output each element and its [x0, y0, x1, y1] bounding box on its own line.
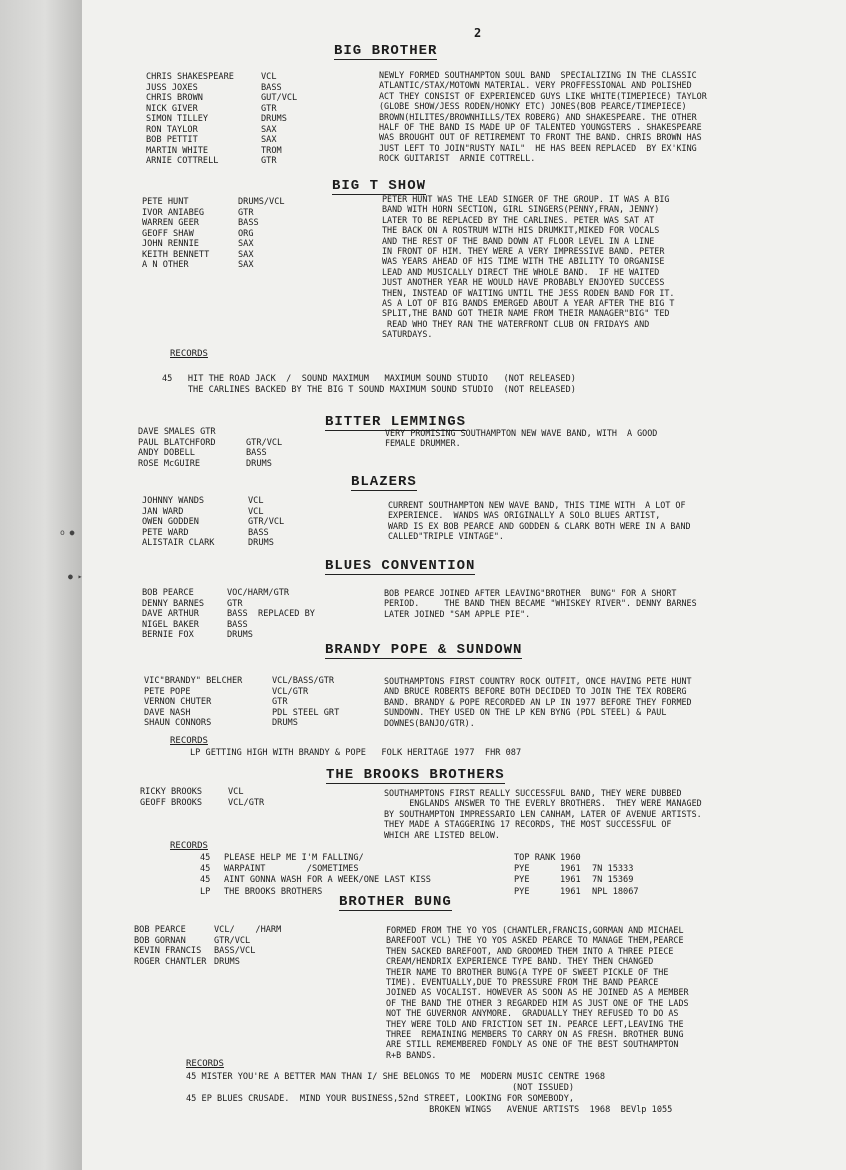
member-role: VCL: [248, 506, 264, 517]
record-cat: NPL 18067: [592, 886, 639, 897]
member-role: DRUMS: [246, 458, 272, 469]
member-role: BASS: [227, 619, 248, 630]
member-role: GTR: [261, 103, 277, 114]
record-row: [200, 864, 662, 875]
record-row: [200, 853, 662, 864]
member-name: NIGEL BAKER: [142, 619, 199, 630]
member-role: GTR: [272, 697, 288, 707]
section-title-big-t-show: BIG T SHOW: [332, 178, 427, 194]
records-brother-bung: 45 MISTER YOU'RE A BETTER MAN THAN I/ SHE BELONGS TO ME MODERN MUSIC CENTRE 1968 (NOT ISSUED) 45 EP BLUES CRUSADE. MIND YOUR BUSINESS,52nd STREET, LOOKING FOR SOMEBODY, BROKEN WINGS AVENUE ARTISTS 1968 BEVlp 1055: [186, 1072, 673, 1115]
member-name: KEVIN FRANCIS: [134, 946, 202, 956]
record-label: TOP RANK: [514, 853, 556, 863]
member-role: DRUMS: [227, 630, 253, 640]
member-name: ARNIE COTTRELL: [146, 156, 219, 166]
record-title: WARPAINT /SOMETIMES: [224, 864, 359, 875]
member-name: JOHNNY WANDS: [142, 496, 205, 506]
member-name: MARTIN WHITE: [146, 145, 209, 156]
member-row: [142, 517, 284, 528]
member-row: [138, 427, 282, 438]
member-row: [146, 72, 297, 83]
member-name: ROSE McGUIRE: [138, 458, 201, 469]
records-label-brooks-brothers: RECORDS: [170, 841, 208, 851]
description-brother-bung: FORMED FROM THE YO YOS (CHANTLER,FRANCIS,GORMAN AND MICHAEL BAREFOOT VCL) THE YO YOS ASKED PEARCE TO MANAGE THEM,PEARCE THEN SACKED BAREFOOT, AND GROOMED THEM INTO A THREE PIECE CREAM/HENDRIX EXPERIENCE TYPE BAND. THEY THEN CHANGED THEIR NAME TO BROTHER BUNG(A TYPE OF SWEET PICKLE OF THE TIME). EVENTUALLY,DUE TO PRESSURE FROM THE BAND PEARCE JOINED AS VOCALIST. HOWEVER AS SOON AS HE JOINED AS A MEMBER OF THE BAND THE OTHER 3 REGARDED HIM AS JUST ONE OF THE LADS NOT THE GUVERNOR ANYMORE. GRADUALLY THEY REFUSED TO DO AS THEY WERE TOLD AND FRICTION SET IN. PEARCE LEFT,LEAVING THE THREE REMAINING MEMBERS TO CARRY ON AS FRESH. BROTHER BUNG ARE STILL REMEMBERED FONDLY AS ONE OF THE BEST SOUTHAMPTON R+B BANDS.: [386, 925, 689, 1060]
record-year: 1961: [560, 886, 581, 897]
description-blues-convention: BOB PEARCE JOINED AFTER LEAVING"BROTHER BUNG" FOR A SHORT PERIOD. THE BAND THEN BECAME "WHISKEY RIVER". DENNY BARNES LATER JOINED "SAM APPLE PIE".: [384, 588, 697, 619]
record-year: 1961: [560, 875, 581, 886]
records-label-brandy-pope: RECORDS: [170, 736, 208, 746]
member-role: DRUMS: [214, 956, 240, 967]
record-title: THE BROOKS BROTHERS: [224, 886, 323, 897]
member-name: SIMON TILLEY: [146, 114, 209, 124]
member-role: SAX: [261, 135, 277, 145]
member-row: [142, 609, 315, 620]
member-row: [142, 630, 315, 641]
records-brandy-pope: LP GETTING HIGH WITH BRANDY & POPE FOLK HERITAGE 1977 FHR 087: [190, 748, 522, 758]
member-row: [142, 218, 285, 229]
member-role: PDL STEEL GRT: [272, 707, 340, 718]
member-name: CHRIS BROWN: [146, 93, 203, 103]
member-name: DAVE ARTHUR: [142, 609, 199, 619]
member-row: [138, 459, 282, 470]
roster-brooks-brothers: [140, 787, 264, 808]
member-row: [142, 239, 285, 250]
member-name: OWEN GODDEN: [142, 517, 199, 527]
member-name: ALISTAIR CLARK: [142, 538, 215, 548]
member-row: [142, 528, 284, 539]
member-role: SAX: [238, 239, 254, 249]
records-table-brooks-brothers: [200, 853, 662, 898]
member-name: VERNON CHUTER: [144, 697, 212, 707]
member-row: [140, 787, 264, 798]
member-name: VIC"BRANDY" BELCHER: [144, 676, 243, 686]
member-role: BASS: [261, 82, 282, 93]
record-format: 45: [200, 875, 211, 886]
records-label-big-t-show: RECORDS: [170, 349, 208, 359]
member-row: [142, 260, 285, 271]
member-role: VOC/HARM/GTR: [227, 588, 290, 598]
member-row: [142, 208, 285, 219]
member-row: [142, 599, 315, 610]
member-row: [146, 114, 297, 125]
member-name: BOB PEARCE: [142, 588, 194, 598]
member-row: [146, 156, 297, 167]
description-big-t-show: PETER HUNT WAS THE LEAD SINGER OF THE GROUP. IT WAS A BIG BAND WITH HORN SECTION, GIRL SINGERS(PENNY,FRAN, JENNY) LATER TO BE REPLACED BY THE CARLINES. PETER WAS SAT AT THE BACK ON A ROSTRUM WITH HIS DRUMKIT,MIKED FOR VOCALS AND THE REST OF THE BAND DOWN AT FLOOR LEVEL IN A LINE IN FRONT OF HIM. THEY WERE A VERY IMPRESSIVE BAND. PETER WAS YEARS AHEAD OF HIS TIME WITH THE ABILITY TO ORGANISE LEAD AND MUSICALLY DIRECT THE WHOLE BAND. IF HE WAITED JUST ANOTHER YEAR HE WOULD HAVE PROBABLY ENJOYED SUCCESS THEN, INSTEAD OF WAITING UNTIL THE JESS RODEN BAND FOR IT. AS A LOT OF BIG BANDS EMERGED ABOUT A YEAR AFTER THE BIG T SPLIT,THE BAND GOT THEIR NAME FROM THEIR MANAGER"BIG" TED READ WHO THEY RAN THE WATERFRONT CLUB ON FRIDAYS AND SATURDAYS.: [382, 194, 675, 340]
member-role: GTR: [261, 156, 277, 166]
description-brandy-pope: SOUTHAMPTONS FIRST COUNTRY ROCK OUTFIT, ONCE HAVING PETE HUNT AND BRUCE ROBERTS BEFORE BOTH DECIDED TO JOIN THE TEX ROBERG BAND. BRANDY & POPE RECORDED AN LP IN 1977 BEFORE THEY FORMED SUNDOWN. THEY USED ON THE LP KEN BYNG (PDL STEEL) & PAUL DOWNES(BANJO/GTR).: [384, 676, 692, 728]
member-row: [138, 438, 282, 449]
roster-blazers: [142, 496, 284, 549]
member-role: BASS: [238, 218, 259, 228]
member-row: [144, 676, 339, 687]
member-role: DRUMS: [261, 114, 287, 124]
member-name: BERNIE FOX: [142, 630, 194, 640]
member-name: IVOR ANIABEG: [142, 207, 205, 218]
record-year: 1960: [560, 853, 581, 863]
punch-mark: ● ▸: [68, 572, 83, 581]
member-role: DRUMS: [272, 718, 298, 728]
record-cat: 7N 15333: [592, 864, 634, 875]
record-title: AINT GONNA WASH FOR A WEEK/ONE LAST KISS: [224, 875, 431, 886]
record-format: LP: [200, 886, 211, 897]
member-name: CHRIS SHAKESPEARE: [146, 72, 234, 82]
section-title-brandy-pope: BRANDY POPE & SUNDOWN: [325, 642, 523, 658]
member-name: RON TAYLOR: [146, 124, 198, 135]
records-label-brother-bung: RECORDS: [186, 1059, 224, 1069]
member-row: [146, 125, 297, 136]
member-role: VCL/ /HARM: [214, 925, 282, 935]
member-name: WARREN GEER: [142, 218, 199, 228]
member-name: BOB PETTIT: [146, 135, 198, 145]
member-name: PETE POPE: [144, 686, 191, 697]
member-row: [142, 197, 285, 208]
member-name: PAUL BLATCHFORD: [138, 437, 216, 448]
member-role: SAX: [261, 124, 277, 135]
roster-brandy-pope: [144, 676, 339, 729]
member-name: SHAUN CONNORS: [144, 718, 212, 728]
member-role: GTR/VCL: [214, 935, 251, 946]
roster-big-brother: [146, 72, 297, 167]
member-row: [142, 250, 285, 261]
section-title-bitter-lemmings: BITTER LEMMINGS: [325, 414, 467, 430]
member-role: VCL: [261, 72, 277, 82]
member-row: [142, 507, 284, 518]
member-role: GUT/VCL: [261, 93, 298, 103]
member-row: [142, 229, 285, 240]
member-row: [142, 496, 284, 507]
member-role: VCL/GTR: [272, 686, 309, 697]
record-label: PYE: [514, 864, 530, 875]
member-role: SAX: [238, 260, 254, 270]
member-name: JUSS JOXES: [146, 82, 198, 93]
member-row: [134, 925, 281, 936]
member-name: BOB PEARCE: [134, 925, 186, 935]
member-row: [140, 798, 264, 809]
member-name: NICK GIVER: [146, 103, 198, 114]
member-row: [144, 697, 339, 708]
member-name: ROGER CHANTLER: [134, 956, 207, 967]
member-role: GTR/VCL: [248, 517, 285, 527]
roster-big-t-show: [142, 197, 285, 271]
member-name: PETE HUNT: [142, 197, 189, 207]
member-name: DAVE SMALES GTR: [138, 427, 216, 437]
member-name: BOB GORNAN: [134, 935, 186, 946]
member-row: [146, 135, 297, 146]
member-role: GTR: [238, 207, 254, 218]
member-row: [146, 104, 297, 115]
member-name: DENNY BARNES: [142, 598, 205, 609]
member-role: ORG: [238, 228, 254, 239]
roster-bitter-lemmings: [138, 427, 282, 469]
description-bitter-lemmings: VERY PROMISING SOUTHAMPTON NEW WAVE BAND, WITH A GOOD FEMALE DRUMMER.: [385, 428, 658, 449]
member-name: JOHN RENNIE: [142, 239, 199, 249]
roster-blues-convention: [142, 588, 315, 641]
member-role: GTR: [227, 598, 243, 609]
member-row: [146, 83, 297, 94]
member-row: [134, 946, 281, 957]
member-name: ANDY DOBELL: [138, 448, 195, 458]
member-row: [144, 687, 339, 698]
section-title-blazers: BLAZERS: [351, 474, 417, 490]
member-name: PETE WARD: [142, 527, 189, 538]
member-row: [146, 93, 297, 104]
description-brooks-brothers: SOUTHAMPTONS FIRST REALLY SUCCESSFUL BAND, THEY WERE DUBBED ENGLANDS ANSWER TO THE EVERLY BROTHERS. THEY WERE MANAGED BY SOUTHAMPTON IMPRESSARIO LEN CANHAM, LATER OF AVENUE ARTISTS. THEY MADE A STAGGERING 17 RECORDS, THE MOST SUCCESSFUL OF WHICH ARE LISTED BELOW.: [384, 788, 702, 840]
member-role: VCL/BASS/GTR: [272, 676, 335, 686]
records-big-t-show: 45 HIT THE ROAD JACK / SOUND MAXIMUM MAXIMUM SOUND STUDIO (NOT RELEASED) THE CARLINES BACKED BY THE BIG T SOUND MAXIMUM SOUND STUDIO (NOT RELEASED): [162, 374, 576, 395]
section-title-blues-convention: BLUES CONVENTION: [325, 558, 476, 574]
member-name: JAN WARD: [142, 506, 184, 517]
member-role: TROM: [261, 145, 282, 156]
member-row: [142, 588, 315, 599]
record-cat: 7N 15369: [592, 875, 634, 886]
member-role: BASS: [248, 527, 269, 538]
member-row: [146, 146, 297, 157]
section-title-big-brother: BIG BROTHER: [334, 43, 438, 59]
record-format: 45: [200, 864, 211, 875]
description-blazers: CURRENT SOUTHAMPTON NEW WAVE BAND, THIS TIME WITH A LOT OF EXPERIENCE. WANDS WAS ORIGINALLY A SOLO BLUES ARTIST, WARD IS EX BOB PEARCE AND GODDEN & CLARK BOTH WERE IN A BAND CALLED"TRIPLE VINTAGE".: [388, 500, 691, 542]
member-role: SAX: [238, 249, 254, 260]
member-row: [144, 708, 339, 719]
member-name: GEOFF SHAW: [142, 228, 194, 239]
member-name: A N OTHER: [142, 260, 189, 270]
member-name: DAVE NASH: [144, 707, 191, 718]
member-role: VCL/GTR: [228, 797, 265, 808]
record-label: PYE: [514, 875, 530, 886]
member-row: [134, 957, 281, 968]
member-name: RICKY BROOKS: [140, 787, 203, 797]
member-name: KEITH BENNETT: [142, 249, 210, 260]
record-format: 45: [200, 853, 211, 863]
member-row: [142, 620, 315, 631]
member-role: VCL: [228, 787, 244, 797]
member-role: BASS/VCL: [214, 946, 256, 956]
member-row: [134, 936, 281, 947]
binder-margin: [0, 0, 82, 1170]
section-title-brother-bung: BROTHER BUNG: [339, 894, 452, 910]
member-role: DRUMS/VCL: [238, 197, 285, 207]
member-row: [144, 718, 339, 729]
member-name: GEOFF BROOKS: [140, 797, 203, 808]
record-cat: [592, 853, 662, 864]
section-title-brooks-brothers: THE BROOKS BROTHERS: [326, 767, 505, 783]
page-number: 2: [474, 26, 482, 40]
record-label: PYE: [514, 886, 530, 897]
member-row: [138, 448, 282, 459]
roster-brother-bung: [134, 925, 281, 967]
member-row: [142, 538, 284, 549]
record-title: PLEASE HELP ME I'M FALLING/: [224, 853, 364, 863]
punch-mark: o ●: [60, 528, 75, 537]
member-role: BASS: [246, 448, 267, 458]
description-big-brother: NEWLY FORMED SOUTHAMPTON SOUL BAND SPECIALIZING IN THE CLASSIC ATLANTIC/STAX/MOTOWN MATERIAL. VERY PROFFESSIONAL AND POLISHED ACT THEY CONSIST OF EXPERIENCED GUYS LIKE WHITE(TIMEPIECE) TAYLOR (GLOBE SHOW/JESS RODEN/HONKY ETC) JONES(BOB PEARCE/TIMEPIECE) BROWN(HILITES/BROWNHILLS/TEX ROBERG) AND SHAKESPEARE. THE OTHER HALF OF THE BAND IS MADE UP OF TALENTED YOUNGSTERS . SHAKESPEARE WAS BROUGHT OUT OF RETIREMENT TO FRONT THE BAND. CHRIS BROWN HAS JUST LEFT TO JOIN"RUSTY NAIL" HE HAS BEEN REPLACED BY EX'KING ROCK GUITARIST ARNIE COTTRELL.: [379, 70, 707, 164]
member-role: BASS REPLACED BY: [227, 609, 315, 619]
record-year: 1961: [560, 864, 581, 875]
member-role: DRUMS: [248, 538, 274, 548]
record-row: [200, 875, 662, 886]
member-role: VCL: [248, 496, 264, 506]
document-page: [60, 0, 846, 1170]
member-role: GTR/VCL: [246, 437, 283, 448]
